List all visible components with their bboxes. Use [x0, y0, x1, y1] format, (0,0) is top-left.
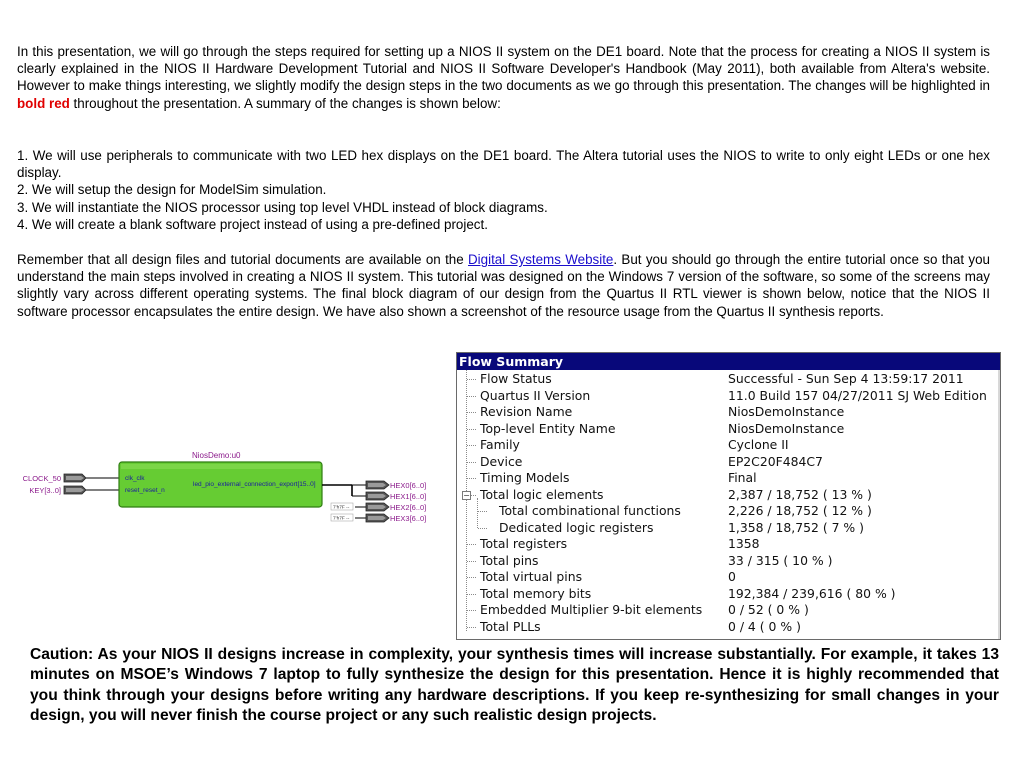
flow-summary-table: [457, 370, 1000, 639]
row-value: 0 / 4 ( 0 % ): [728, 618, 801, 634]
row-name: Total PLLs: [480, 618, 541, 634]
output-pin: [366, 514, 389, 522]
digital-systems-website-link[interactable]: Digital Systems Website: [468, 252, 614, 267]
row-value: 0: [728, 569, 736, 584]
const-label: 7'h7F --: [333, 505, 350, 511]
remember-text-1: Remember that all design files and tutorial documents are available on the: [17, 252, 469, 267]
table-row[interactable]: [457, 421, 1000, 438]
row-name: Dedicated logic registers: [499, 519, 654, 535]
row-value: 1358: [728, 536, 760, 551]
row-value: EP2C20F484C7: [728, 453, 823, 469]
row-value: Cyclone II: [728, 437, 789, 452]
tree-connector: [467, 544, 476, 545]
row-name: Family: [480, 437, 520, 452]
caution-paragraph: Caution: As your NIOS II designs increase in complexity, your synthesis times will increase substantially. For example, it takes 13 minutes on MSOE’s Windows 7 laptop to fully synthesize the design for this presentation. Hence it is highly recommended that you think through your designs before writing any hardware descriptions. If you keep re-synthesizing for small changes in your design, you will never finish the course project or any such realistic design projects.: [30, 646, 999, 725]
table-row[interactable]: [457, 404, 1000, 421]
output-label-hex2: HEX2[6..0]: [390, 503, 427, 512]
output-label-hex3: HEX3[6..0]: [390, 514, 427, 523]
row-value: 1,358 / 18,752 ( 7 % ): [728, 519, 864, 535]
tree-connector: [467, 627, 476, 628]
row-value: 33 / 315 ( 10 % ): [728, 552, 833, 568]
row-value: NiosDemoInstance: [728, 420, 845, 436]
input-pin: [64, 474, 86, 482]
const-label: 7'h7F --: [333, 516, 350, 522]
tree-connector: [467, 412, 476, 413]
row-name: Total combinational functions: [499, 503, 681, 518]
row-name: Quartus II Version: [480, 387, 591, 403]
input-label-key: KEY[3..0]: [29, 486, 61, 495]
list-item: 2. We will setup the design for ModelSim simulation.: [17, 182, 327, 198]
output-label-hex1: HEX1[6..0]: [390, 492, 427, 501]
table-row[interactable]: [457, 454, 1000, 471]
tree-connector: [467, 610, 476, 611]
row-name: Timing Models: [480, 470, 570, 485]
intro-text-1: In this presentation, we will go through the steps required for setting up a NIOS II system on the DE1 board. Note that the process for creating a NIOS II system is clearly explained in the NIOS II Hardware Development Tutorial and NIOS II Software Developer's Handbook (May 2011), both available from Altera's website. However to make things interesting, we slightly modify the design steps in the two documents as we go through this presentation. The changes will be highlighted in: [17, 44, 990, 94]
port-label-clk: clk_clk: [125, 475, 145, 482]
table-row[interactable]: [457, 536, 1000, 553]
table-row[interactable]: [457, 388, 1000, 405]
row-name: Device: [480, 453, 523, 469]
rtl-block-diagram: [15, 448, 435, 528]
port-label-led-pio: led_pio_external_connection_export[15..0]: [193, 481, 316, 488]
table-row[interactable]: [457, 470, 1000, 487]
row-name: Embedded Multiplier 9-bit elements: [480, 602, 703, 617]
intro-paragraph: [17, 43, 990, 112]
table-row[interactable]: [457, 586, 1000, 603]
table-row[interactable]: [457, 569, 1000, 586]
row-value: Final: [728, 470, 757, 485]
output-pin: [366, 492, 389, 500]
table-row[interactable]: [457, 487, 1000, 504]
row-value: NiosDemoInstance: [728, 404, 845, 419]
output-pin: [366, 481, 389, 489]
row-name: Total memory bits: [480, 585, 592, 601]
row-value: 11.0 Build 157 04/27/2011 SJ Web Edition: [728, 387, 987, 403]
remember-paragraph: [17, 251, 990, 320]
row-name: Revision Name: [480, 404, 573, 419]
row-value: Successful - Sun Sep 4 13:59:17 2011: [728, 371, 964, 386]
port-label-reset: reset_reset_n: [125, 487, 165, 494]
row-name: Total registers: [480, 536, 568, 551]
tree-connector: [467, 561, 476, 562]
row-value: 2,226 / 18,752 ( 12 % ): [728, 503, 872, 518]
intro-text-2: throughout the presentation. A summary of the changes is shown below:: [69, 95, 501, 111]
row-name: Total logic elements: [480, 486, 604, 502]
row-name: Flow Status: [480, 371, 552, 386]
table-row[interactable]: [457, 437, 1000, 454]
input-label-clock: CLOCK_50: [22, 474, 61, 483]
tree-connector: [467, 429, 476, 430]
table-row[interactable]: [457, 602, 1000, 619]
table-row[interactable]: [457, 371, 1000, 388]
table-row[interactable]: [457, 503, 1000, 520]
tree-connector: [478, 528, 487, 529]
intro-bold-red: bold red: [17, 95, 70, 111]
list-item: 4. We will create a blank software project instead of using a pre-defined project.: [17, 216, 488, 232]
tree-connector: [467, 445, 476, 446]
tree-connector: [467, 577, 476, 578]
remember-text-2: . But you should go through the entire tutorial once so that you understand the main steps involved in creating a NIOS II system. This tutorial was designed on the Windows 7 version of the software, so some of the screens may slightly vary across different operating systems. The final block diagram of our design from the Quartus II RTL viewer is shown below, notice that the NIOS II software processor encapsulates the entire design. We have also shown a screenshot of the resource usage from the Quartus II synthesis reports.: [17, 252, 990, 319]
table-row[interactable]: [457, 553, 1000, 570]
input-pin: [64, 486, 86, 494]
block-title: NiosDemo:u0: [192, 451, 241, 460]
tree-connector: [478, 511, 487, 512]
row-value: 192,384 / 239,616 ( 80 % ): [728, 585, 896, 601]
output-pin: [366, 503, 389, 511]
row-name: Total virtual pins: [480, 569, 583, 584]
changes-list: [17, 147, 990, 233]
tree-connector: [467, 396, 476, 397]
table-row[interactable]: [457, 619, 1000, 636]
flow-summary-title: Flow Summary: [457, 353, 1000, 370]
row-name: Total pins: [480, 552, 539, 568]
row-name: Top-level Entity Name: [480, 420, 616, 436]
tree-connector: [467, 462, 476, 463]
tree-connector: [467, 594, 476, 595]
row-value: 2,387 / 18,752 ( 13 % ): [728, 486, 872, 502]
collapse-icon[interactable]: −: [463, 490, 470, 500]
list-item: 3. We will instantiate the NIOS processor using top level VHDL instead of block diagrams.: [17, 199, 548, 215]
row-value: 0 / 52 ( 0 % ): [728, 602, 809, 617]
table-row[interactable]: [457, 520, 1000, 537]
output-label-hex0: HEX0[6..0]: [390, 481, 427, 490]
list-item: 1. We will use peripherals to communicate with two LED hex displays on the DE1 board. The Altera tutorial uses the NIOS to write to only eight LEDs or one hex display.: [17, 148, 990, 181]
flow-summary-panel: [456, 352, 1001, 640]
tree-connector: [467, 478, 476, 479]
scrollbar[interactable]: [998, 370, 1000, 639]
tree-connector: [467, 379, 476, 380]
